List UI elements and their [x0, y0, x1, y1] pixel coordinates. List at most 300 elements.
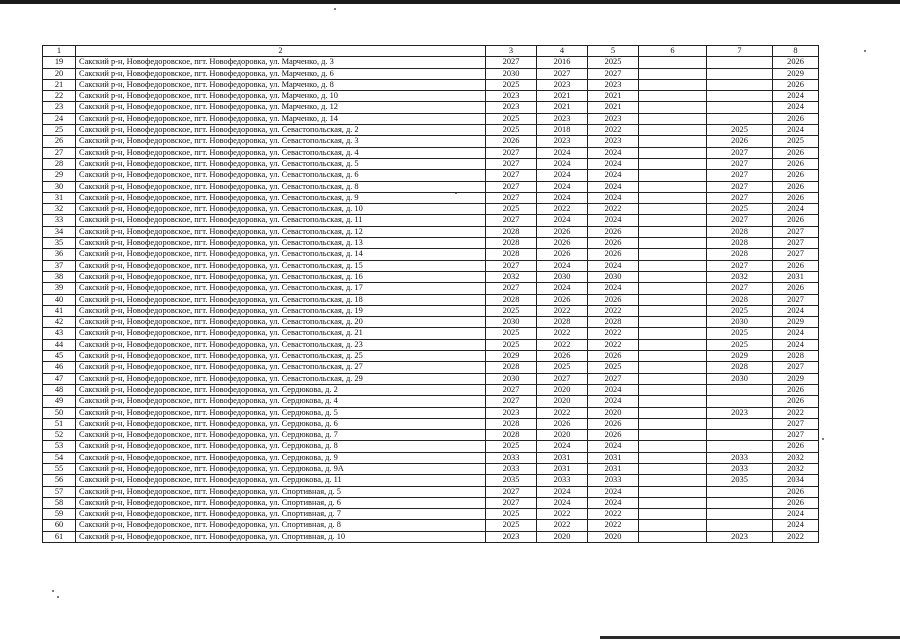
cell-year-col-7: 2027: [707, 260, 773, 271]
cell-address: Сакский р-н, Новофедоровское, пгт. Новофедоровка, ул. Спортивная, д. 7: [76, 509, 486, 520]
column-number: 2: [76, 46, 486, 57]
cell-year-col-8: 2024: [773, 509, 819, 520]
cell-year-col-6: [639, 158, 707, 169]
cell-row-number: 25: [43, 125, 76, 136]
table-row: [43, 136, 819, 147]
cell-address: Сакский р-н, Новофедоровское, пгт. Новофедоровка, ул. Севастопольская, д. 25: [76, 351, 486, 362]
cell-year-col-8: 2024: [773, 339, 819, 350]
cell-year-col-3: 2023: [486, 91, 537, 102]
cell-year-col-5: 2022: [588, 305, 639, 316]
cell-year-col-3: 2025: [486, 79, 537, 90]
cell-row-number: 59: [43, 509, 76, 520]
cell-year-col-7: [707, 396, 773, 407]
cell-year-col-4: 2022: [537, 339, 588, 350]
cell-year-col-6: [639, 339, 707, 350]
cell-year-col-8: 2027: [773, 430, 819, 441]
cell-year-col-4: 2024: [537, 158, 588, 169]
cell-address: Сакский р-н, Новофедоровское, пгт. Новофедоровка, ул. Сердюкова, д. 5: [76, 407, 486, 418]
cell-address: Сакский р-н, Новофедоровское, пгт. Новофедоровка, ул. Севастопольская, д. 20: [76, 317, 486, 328]
cell-address: Сакский р-н, Новофедоровское, пгт. Новофедоровка, ул. Спортивная, д. 6: [76, 497, 486, 508]
cell-year-col-7: 2032: [707, 271, 773, 282]
cell-year-col-5: 2024: [588, 158, 639, 169]
cell-year-col-4: 2024: [537, 441, 588, 452]
cell-year-col-8: 2025: [773, 136, 819, 147]
cell-year-col-6: [639, 57, 707, 68]
cell-year-col-6: [639, 283, 707, 294]
cell-year-col-5: 2020: [588, 531, 639, 542]
cell-year-col-8: 2024: [773, 102, 819, 113]
cell-year-col-8: 2022: [773, 531, 819, 542]
column-number: 8: [773, 46, 819, 57]
cell-year-col-3: 2023: [486, 102, 537, 113]
cell-year-col-5: 2024: [588, 396, 639, 407]
cell-year-col-5: 2031: [588, 463, 639, 474]
cell-year-col-8: 2031: [773, 271, 819, 282]
table-row: [43, 486, 819, 497]
cell-year-col-5: 2024: [588, 497, 639, 508]
cell-row-number: 41: [43, 305, 76, 316]
cell-row-number: 19: [43, 57, 76, 68]
cell-year-col-8: 2027: [773, 418, 819, 429]
cell-year-col-4: 2024: [537, 260, 588, 271]
cell-year-col-4: 2031: [537, 452, 588, 463]
table-row: [43, 260, 819, 271]
cell-year-col-6: [639, 452, 707, 463]
cell-year-col-6: [639, 170, 707, 181]
cell-address: Сакский р-н, Новофедоровское, пгт. Новофедоровка, ул. Сердюкова, д. 8: [76, 441, 486, 452]
cell-year-col-3: 2035: [486, 475, 537, 486]
cell-address: Сакский р-н, Новофедоровское, пгт. Новофедоровка, ул. Севастопольская, д. 15: [76, 260, 486, 271]
cell-year-col-4: 2026: [537, 418, 588, 429]
cell-year-col-5: 2021: [588, 102, 639, 113]
cell-year-col-7: [707, 520, 773, 531]
cell-year-col-4: 2024: [537, 192, 588, 203]
cell-year-col-4: 2020: [537, 531, 588, 542]
cell-year-col-8: 2024: [773, 305, 819, 316]
table-row: [43, 158, 819, 169]
cell-year-col-4: 2024: [537, 283, 588, 294]
cell-year-col-7: [707, 91, 773, 102]
cell-address: Сакский р-н, Новофедоровское, пгт. Новофедоровка, ул. Севастопольская, д. 23: [76, 339, 486, 350]
cell-year-col-8: 2027: [773, 294, 819, 305]
cell-year-col-3: 2025: [486, 204, 537, 215]
cell-year-col-8: 2026: [773, 192, 819, 203]
table-row: [43, 294, 819, 305]
table-row: [43, 531, 819, 542]
cell-address: Сакский р-н, Новофедоровское, пгт. Новофедоровка, ул. Севастопольская, д. 3: [76, 136, 486, 147]
cell-year-col-3: 2025: [486, 520, 537, 531]
cell-year-col-8: 2032: [773, 452, 819, 463]
cell-year-col-7: 2027: [707, 192, 773, 203]
cell-year-col-6: [639, 238, 707, 249]
cell-year-col-4: 2022: [537, 305, 588, 316]
table-row: [43, 328, 819, 339]
cell-year-col-4: 2022: [537, 407, 588, 418]
cell-year-col-6: [639, 113, 707, 124]
cell-year-col-4: 2023: [537, 136, 588, 147]
cell-year-col-7: 2025: [707, 125, 773, 136]
cell-year-col-6: [639, 430, 707, 441]
cell-year-col-7: 2025: [707, 305, 773, 316]
cell-year-col-6: [639, 260, 707, 271]
cell-address: Сакский р-н, Новофедоровское, пгт. Новофедоровка, ул. Сердюкова, д. 11: [76, 475, 486, 486]
table-row: [43, 102, 819, 113]
cell-year-col-5: 2024: [588, 147, 639, 158]
cell-year-col-3: 2027: [486, 486, 537, 497]
cell-address: Сакский р-н, Новофедоровское, пгт. Новофедоровка, ул. Севастопольская, д. 14: [76, 249, 486, 260]
table-row: [43, 362, 819, 373]
cell-year-col-5: 2026: [588, 226, 639, 237]
cell-year-col-6: [639, 509, 707, 520]
cell-year-col-4: 2020: [537, 384, 588, 395]
cell-year-col-6: [639, 373, 707, 384]
cell-year-col-3: 2027: [486, 158, 537, 169]
cell-row-number: 49: [43, 396, 76, 407]
cell-address: Сакский р-н, Новофедоровское, пгт. Новофедоровка, ул. Севастопольская, д. 6: [76, 170, 486, 181]
cell-year-col-6: [639, 102, 707, 113]
cell-year-col-4: 2023: [537, 79, 588, 90]
cell-year-col-6: [639, 68, 707, 79]
cell-year-col-6: [639, 249, 707, 260]
cell-year-col-3: 2028: [486, 238, 537, 249]
cell-address: Сакский р-н, Новофедоровское, пгт. Новофедоровка, ул. Севастопольская, д. 5: [76, 158, 486, 169]
table-row: [43, 497, 819, 508]
cell-year-col-5: 2024: [588, 441, 639, 452]
cell-year-col-7: [707, 509, 773, 520]
cell-year-col-3: 2023: [486, 407, 537, 418]
cell-year-col-8: 2024: [773, 125, 819, 136]
cell-year-col-4: 2021: [537, 91, 588, 102]
cell-row-number: 36: [43, 249, 76, 260]
cell-row-number: 21: [43, 79, 76, 90]
cell-year-col-7: 2033: [707, 452, 773, 463]
cell-year-col-7: [707, 486, 773, 497]
cell-year-col-5: 2022: [588, 520, 639, 531]
cell-year-col-4: 2024: [537, 486, 588, 497]
cell-year-col-8: 2026: [773, 497, 819, 508]
table-row: [43, 283, 819, 294]
cell-year-col-7: 2028: [707, 362, 773, 373]
cell-year-col-5: 2026: [588, 418, 639, 429]
table-row: [43, 441, 819, 452]
cell-year-col-7: [707, 57, 773, 68]
cell-year-col-4: 2026: [537, 294, 588, 305]
cell-address: Сакский р-н, Новофедоровское, пгт. Новофедоровка, ул. Сердюкова, д. 9А: [76, 463, 486, 474]
cell-year-col-6: [639, 497, 707, 508]
cell-year-col-3: 2025: [486, 305, 537, 316]
cell-year-col-8: 2026: [773, 486, 819, 497]
cell-year-col-3: 2032: [486, 271, 537, 282]
cell-year-col-6: [639, 192, 707, 203]
cell-row-number: 48: [43, 384, 76, 395]
cell-year-col-7: 2027: [707, 170, 773, 181]
cell-year-col-6: [639, 91, 707, 102]
cell-year-col-7: 2028: [707, 294, 773, 305]
cell-address: Сакский р-н, Новофедоровское, пгт. Новофедоровка, ул. Севастопольская, д. 16: [76, 271, 486, 282]
cell-year-col-3: 2030: [486, 317, 537, 328]
cell-year-col-6: [639, 351, 707, 362]
cell-year-col-3: 2027: [486, 170, 537, 181]
cell-year-col-3: 2026: [486, 136, 537, 147]
cell-year-col-8: 2027: [773, 226, 819, 237]
cell-year-col-7: 2023: [707, 531, 773, 542]
table-row: [43, 226, 819, 237]
cell-row-number: 24: [43, 113, 76, 124]
cell-year-col-4: 2020: [537, 396, 588, 407]
table-row: [43, 418, 819, 429]
cell-year-col-5: 2027: [588, 373, 639, 384]
cell-year-col-7: 2030: [707, 317, 773, 328]
cell-row-number: 53: [43, 441, 76, 452]
cell-address: Сакский р-н, Новофедоровское, пгт. Новофедоровка, ул. Марченко, д. 8: [76, 79, 486, 90]
cell-year-col-7: 2025: [707, 328, 773, 339]
cell-address: Сакский р-н, Новофедоровское, пгт. Новофедоровка, ул. Севастопольская, д. 18: [76, 294, 486, 305]
cell-year-col-8: 2024: [773, 328, 819, 339]
table-row: [43, 317, 819, 328]
cell-year-col-4: 2033: [537, 475, 588, 486]
cell-year-col-3: 2027: [486, 497, 537, 508]
cell-year-col-7: 2035: [707, 475, 773, 486]
cell-row-number: 51: [43, 418, 76, 429]
cell-year-col-4: 2028: [537, 317, 588, 328]
cell-year-col-4: 2023: [537, 113, 588, 124]
cell-year-col-3: 2027: [486, 57, 537, 68]
cell-year-col-5: 2026: [588, 351, 639, 362]
cell-row-number: 52: [43, 430, 76, 441]
cell-year-col-8: 2024: [773, 91, 819, 102]
cell-year-col-3: 2028: [486, 249, 537, 260]
cell-year-col-8: 2032: [773, 463, 819, 474]
cell-year-col-4: 2026: [537, 238, 588, 249]
cell-year-col-4: 2026: [537, 226, 588, 237]
cell-year-col-6: [639, 136, 707, 147]
cell-year-col-5: 2025: [588, 362, 639, 373]
cell-year-col-8: 2029: [773, 373, 819, 384]
cell-year-col-7: 2027: [707, 158, 773, 169]
cell-address: Сакский р-н, Новофедоровское, пгт. Новофедоровка, ул. Севастопольская, д. 13: [76, 238, 486, 249]
cell-year-col-5: 2028: [588, 317, 639, 328]
cell-year-col-5: 2022: [588, 339, 639, 350]
cell-row-number: 39: [43, 283, 76, 294]
cell-year-col-5: 2024: [588, 384, 639, 395]
cell-address: Сакский р-н, Новофедоровское, пгт. Новофедоровка, ул. Севастопольская, д. 8: [76, 181, 486, 192]
cell-year-col-4: 2024: [537, 181, 588, 192]
cell-year-col-5: 2023: [588, 113, 639, 124]
cell-address: Сакский р-н, Новофедоровское, пгт. Новофедоровка, ул. Сердюкова, д. 6: [76, 418, 486, 429]
cell-year-col-7: 2023: [707, 407, 773, 418]
cell-year-col-5: 2024: [588, 181, 639, 192]
cell-row-number: 46: [43, 362, 76, 373]
table-row: [43, 373, 819, 384]
cell-address: Сакский р-н, Новофедоровское, пгт. Новофедоровка, ул. Севастопольская, д. 27: [76, 362, 486, 373]
cell-year-col-3: 2027: [486, 192, 537, 203]
table-row: [43, 463, 819, 474]
table-row: [43, 339, 819, 350]
cell-year-col-5: 2024: [588, 215, 639, 226]
cell-year-col-6: [639, 204, 707, 215]
cell-row-number: 55: [43, 463, 76, 474]
cell-year-col-7: [707, 418, 773, 429]
cell-year-col-5: 2024: [588, 192, 639, 203]
table-row: [43, 91, 819, 102]
cell-year-col-6: [639, 147, 707, 158]
cell-year-col-8: 2026: [773, 57, 819, 68]
cell-year-col-8: 2022: [773, 407, 819, 418]
cell-year-col-6: [639, 294, 707, 305]
cell-year-col-7: 2025: [707, 204, 773, 215]
table-row: [43, 475, 819, 486]
cell-year-col-5: 2026: [588, 249, 639, 260]
cell-row-number: 61: [43, 531, 76, 542]
cell-address: Сакский р-н, Новофедоровское, пгт. Новофедоровка, ул. Спортивная, д. 10: [76, 531, 486, 542]
cell-year-col-5: 2022: [588, 125, 639, 136]
cell-row-number: 54: [43, 452, 76, 463]
cell-year-col-7: 2027: [707, 147, 773, 158]
scan-bottom-edge: [600, 636, 900, 639]
cell-year-col-5: 2022: [588, 509, 639, 520]
table-row: [43, 204, 819, 215]
table-row: [43, 57, 819, 68]
column-number: 1: [43, 46, 76, 57]
table-row: [43, 170, 819, 181]
cell-row-number: 29: [43, 170, 76, 181]
column-number: 7: [707, 46, 773, 57]
cell-address: Сакский р-н, Новофедоровское, пгт. Новофедоровка, ул. Марченко, д. 6: [76, 68, 486, 79]
cell-row-number: 45: [43, 351, 76, 362]
cell-year-col-5: 2025: [588, 57, 639, 68]
cell-year-col-3: 2028: [486, 430, 537, 441]
table-row: [43, 520, 819, 531]
cell-year-col-6: [639, 271, 707, 282]
cell-year-col-7: 2033: [707, 463, 773, 474]
cell-year-col-3: 2033: [486, 452, 537, 463]
cell-year-col-4: 2022: [537, 204, 588, 215]
cell-address: Сакский р-н, Новофедоровское, пгт. Новофедоровка, ул. Севастопольская, д. 12: [76, 226, 486, 237]
cell-year-col-8: 2024: [773, 520, 819, 531]
cell-year-col-7: 2026: [707, 136, 773, 147]
table-row: [43, 68, 819, 79]
cell-row-number: 26: [43, 136, 76, 147]
cell-year-col-3: 2027: [486, 181, 537, 192]
cell-year-col-6: [639, 486, 707, 497]
table-row: [43, 125, 819, 136]
column-number: 4: [537, 46, 588, 57]
cell-year-col-8: 2026: [773, 396, 819, 407]
cell-row-number: 32: [43, 204, 76, 215]
cell-year-col-6: [639, 418, 707, 429]
cell-year-col-4: 2027: [537, 68, 588, 79]
cell-year-col-5: 2023: [588, 136, 639, 147]
cell-year-col-3: 2025: [486, 113, 537, 124]
cell-year-col-8: 2026: [773, 170, 819, 181]
cell-year-col-7: [707, 102, 773, 113]
cell-row-number: 34: [43, 226, 76, 237]
cell-year-col-4: 2026: [537, 351, 588, 362]
cell-year-col-7: 2028: [707, 226, 773, 237]
cell-year-col-8: 2026: [773, 215, 819, 226]
table-row: [43, 430, 819, 441]
cell-year-col-5: 2026: [588, 238, 639, 249]
cell-year-col-4: 2018: [537, 125, 588, 136]
table-row: [43, 351, 819, 362]
cell-address: Сакский р-н, Новофедоровское, пгт. Новофедоровка, ул. Спортивная, д. 8: [76, 520, 486, 531]
cell-year-col-8: 2024: [773, 204, 819, 215]
cell-year-col-5: 2024: [588, 260, 639, 271]
cell-year-col-6: [639, 441, 707, 452]
cell-year-col-8: 2026: [773, 113, 819, 124]
cell-year-col-5: 2024: [588, 283, 639, 294]
column-number-row: [43, 46, 819, 57]
cell-year-col-8: 2029: [773, 68, 819, 79]
cell-year-col-5: 2020: [588, 407, 639, 418]
cell-row-number: 20: [43, 68, 76, 79]
cell-year-col-5: 2022: [588, 204, 639, 215]
cell-year-col-4: 2016: [537, 57, 588, 68]
cell-address: Сакский р-н, Новофедоровское, пгт. Новофедоровка, ул. Марченко, д. 10: [76, 91, 486, 102]
cell-year-col-8: 2026: [773, 441, 819, 452]
cell-year-col-4: 2022: [537, 520, 588, 531]
table-row: [43, 509, 819, 520]
cell-year-col-7: 2027: [707, 215, 773, 226]
cell-year-col-4: 2031: [537, 463, 588, 474]
cell-year-col-5: 2033: [588, 475, 639, 486]
cell-year-col-7: [707, 384, 773, 395]
cell-year-col-8: 2026: [773, 181, 819, 192]
column-number: 3: [486, 46, 537, 57]
cell-row-number: 56: [43, 475, 76, 486]
table-row: [43, 396, 819, 407]
cell-row-number: 33: [43, 215, 76, 226]
cell-row-number: 37: [43, 260, 76, 271]
cell-year-col-3: 2025: [486, 125, 537, 136]
cell-row-number: 38: [43, 271, 76, 282]
cell-row-number: 31: [43, 192, 76, 203]
scan-top-edge: [0, 0, 900, 4]
cell-year-col-3: 2029: [486, 351, 537, 362]
table-row: [43, 384, 819, 395]
cell-year-col-7: [707, 497, 773, 508]
cell-address: Сакский р-н, Новофедоровское, пгт. Новофедоровка, ул. Марченко, д. 12: [76, 102, 486, 113]
cell-year-col-4: 2022: [537, 509, 588, 520]
cell-year-col-6: [639, 328, 707, 339]
cell-year-col-7: [707, 79, 773, 90]
cell-row-number: 57: [43, 486, 76, 497]
cell-year-col-5: 2021: [588, 91, 639, 102]
cell-year-col-8: 2028: [773, 351, 819, 362]
cell-year-col-7: 2025: [707, 339, 773, 350]
column-number: 6: [639, 46, 707, 57]
cell-year-col-6: [639, 125, 707, 136]
cell-year-col-7: [707, 441, 773, 452]
cell-year-col-7: 2027: [707, 283, 773, 294]
table-row: [43, 215, 819, 226]
cell-address: Сакский р-н, Новофедоровское, пгт. Новофедоровка, ул. Марченко, д. 3: [76, 57, 486, 68]
cell-year-col-8: 2027: [773, 238, 819, 249]
cell-address: Сакский р-н, Новофедоровское, пгт. Новофедоровка, ул. Севастопольская, д. 19: [76, 305, 486, 316]
cell-row-number: 60: [43, 520, 76, 531]
cell-year-col-4: 2027: [537, 373, 588, 384]
cell-year-col-3: 2027: [486, 260, 537, 271]
cell-year-col-8: 2034: [773, 475, 819, 486]
cell-year-col-3: 2025: [486, 328, 537, 339]
cell-year-col-7: [707, 113, 773, 124]
cell-address: Сакский р-н, Новофедоровское, пгт. Новофедоровка, ул. Севастопольская, д. 4: [76, 147, 486, 158]
cell-year-col-8: 2026: [773, 147, 819, 158]
cell-year-col-6: [639, 407, 707, 418]
cell-year-col-6: [639, 226, 707, 237]
cell-address: Сакский р-н, Новофедоровское, пгт. Новофедоровка, ул. Севастопольская, д. 11: [76, 215, 486, 226]
cell-year-col-7: [707, 68, 773, 79]
